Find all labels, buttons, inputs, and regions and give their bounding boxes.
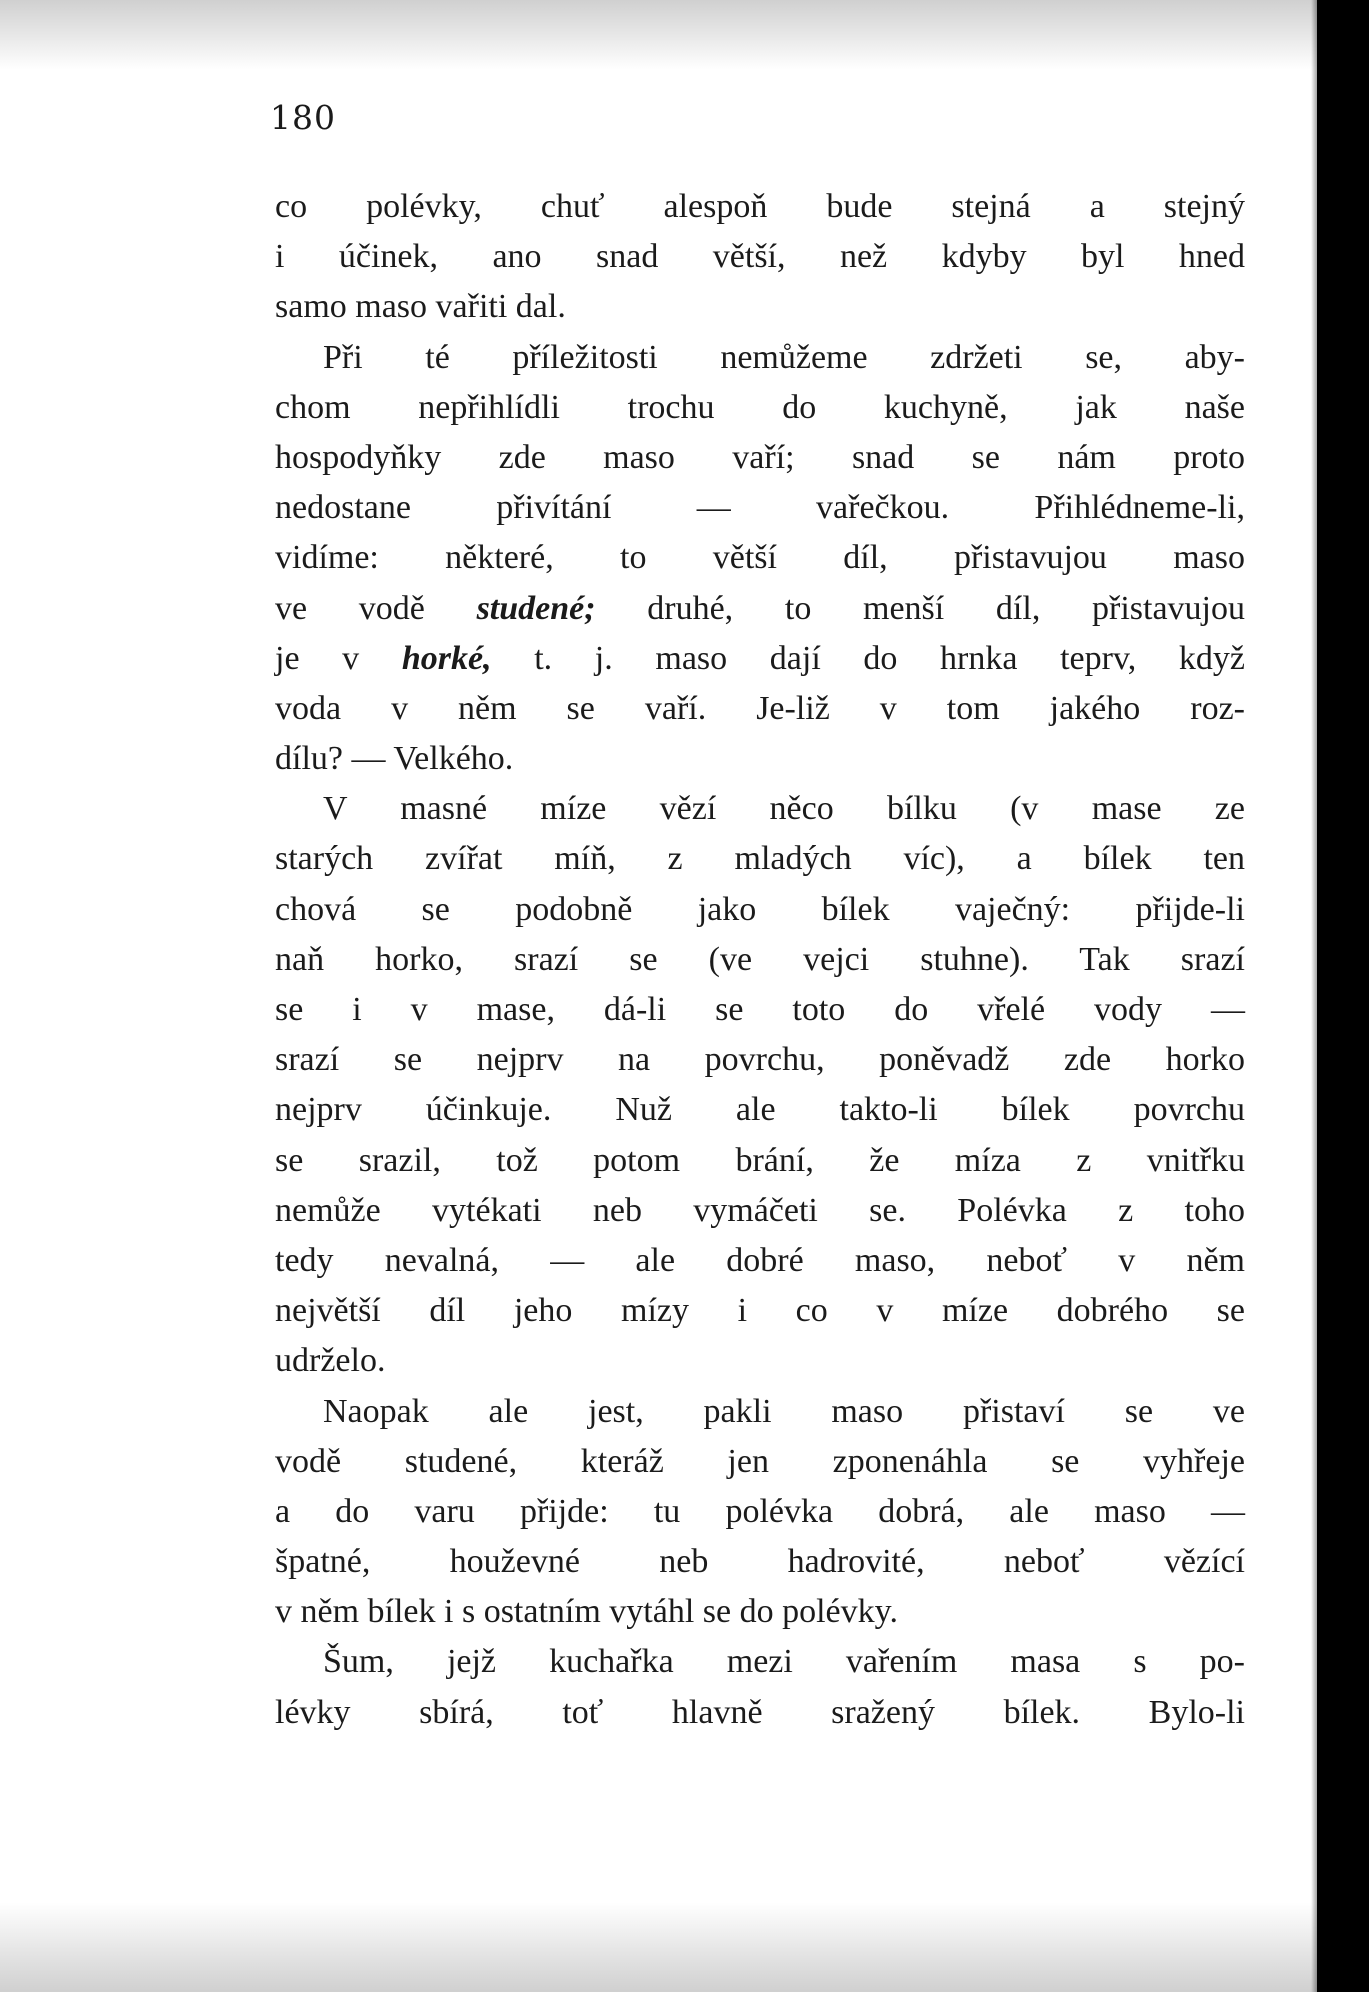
text-line: a do varu přijde: tu polévka dobrá, ale maso — [275, 1492, 1245, 1530]
text-line: chom nepřihlídli trochu do kuchyně, jak naše [275, 388, 1245, 426]
text-line: vodě studené, kteráž jen zponenáhla se vyhřeje [275, 1442, 1245, 1480]
text-line: naň horko, srazí se (ve vejci stuhne). Tak srazí [275, 940, 1245, 978]
text-line [275, 584, 1245, 634]
text-line: nedostane přivítání — vařečkou. Přihlédneme-li, [275, 489, 1245, 527]
text-line: lévky sbírá, toť hlavně sražený bílek. Bylo-li [275, 1693, 1245, 1731]
text-line: i účinek, ano snad větší, než kdyby byl hned [275, 238, 1245, 276]
text-line: hospodyňky zde maso vaří; snad se nám proto [275, 438, 1245, 476]
text-line: starých zvířat míň, z mladých víc), a bílek ten [275, 840, 1245, 878]
text-segment: druhé, to menší díl, přistavujou [595, 589, 1245, 627]
text-line: se i v mase, dá-li se toto do vřelé vody — [275, 991, 1245, 1028]
text-line: nejprv účinkuje. Nuž ale takto-li bílek povrchu [275, 1091, 1245, 1129]
scan-edge-black [1317, 0, 1369, 1992]
scan-shadow-top [0, 0, 1369, 70]
text-line: největší díl jeho mízy i co v míze dobrého se [275, 1292, 1245, 1330]
text-line: nemůže vytékati neb vymáčeti se. Polévka z toho [275, 1191, 1245, 1229]
scan-shadow-bottom [0, 1902, 1369, 1992]
text-line: voda v něm se vaří. Je-liž v tom jakého roz- [275, 689, 1245, 727]
text-line: vidíme: některé, to větší díl, přistavujou maso [275, 539, 1245, 577]
text-line: dílu? — Velkého. [275, 740, 514, 778]
emphasized-word: studené; [476, 589, 596, 627]
text-segment: t. j. maso dají do hrnka teprv, když [491, 639, 1245, 677]
text-line: srazí se nejprv na povrchu, poněvadž zde horko [275, 1041, 1245, 1079]
text-line: se srazil, tož potom brání, že míza z vnitřku [275, 1141, 1245, 1179]
page-number: 180 [270, 98, 336, 137]
text-segment: je v [275, 639, 402, 677]
text-line: V masné míze vězí něco bílku (v mase ze [323, 790, 1245, 828]
text-line: tedy nevalná, — ale dobré maso, neboť v něm [275, 1241, 1245, 1279]
text-segment: ve vodě [275, 589, 477, 627]
text-line: špatné, houževné neb hadrovité, neboť vězící [275, 1543, 1245, 1581]
text-line: co polévky, chuť alespoň bude stejná a stejný [275, 188, 1245, 225]
text-line: Naopak ale jest, pakli maso přistaví se ve [323, 1392, 1245, 1430]
text-line: v něm bílek i s ostatním vytáhl se do polévky. [275, 1593, 898, 1631]
emphasized-word: horké, [401, 639, 492, 677]
text-line [275, 634, 1245, 684]
body-text [275, 182, 1245, 1738]
text-line: udrželo. [275, 1342, 386, 1380]
text-line: chová se podobně jako bílek vaječný: přijde-li [275, 890, 1245, 928]
text-line: samo maso vařiti dal. [275, 288, 566, 326]
text-line: Při té příležitosti nemůžeme zdržeti se, aby- [323, 338, 1245, 376]
text-line: Šum, jejž kuchařka mezi vařením masa s po- [323, 1643, 1245, 1681]
